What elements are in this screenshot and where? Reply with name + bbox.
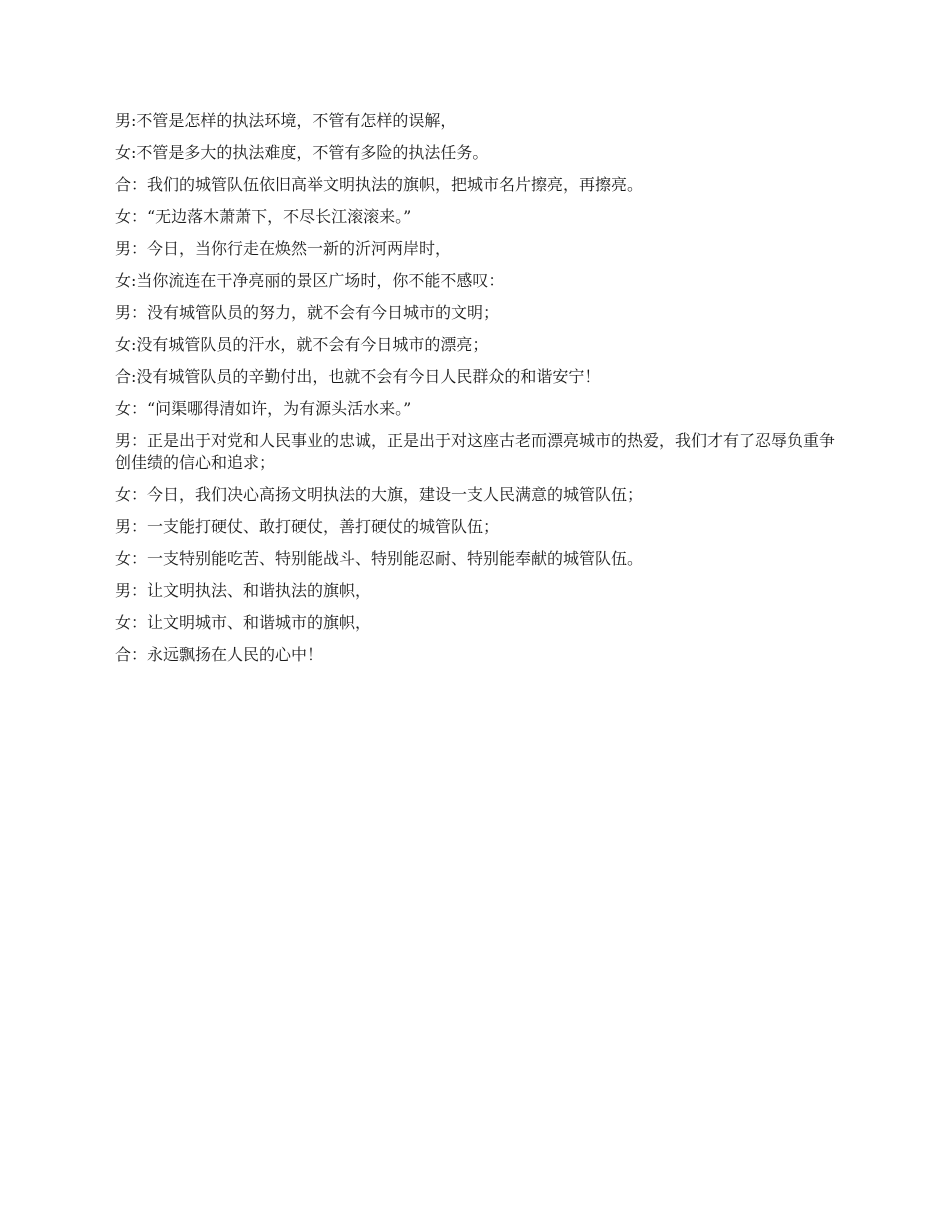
text-line: 男：正是出于对党和人民事业的忠诚，正是出于对这座古老而漂亮城市的热爱，我们才有了忍辱负重争创佳绩的信心和追求； [115,431,836,472]
text-line: 合：我们的城管队伍依旧高举文明执法的旗帜，把城市名片擦亮，再擦亮。 [115,175,644,194]
text-line: 女:没有城管队员的汗水，就不会有今日城市的漂亮； [115,335,489,354]
text-line: 女：让文明城市、和谐城市的旗帜， [115,613,372,632]
text-line: 男：没有城管队员的努力，就不会有今日城市的文明； [115,303,500,322]
text-line: 女：一支特别能吃苦、特别能战斗、特别能忍耐、特别能奉献的城管队伍。 [115,549,644,568]
text-line: 女:不管是多大的执法难度，不管有多险的执法任务。 [115,143,489,162]
text-line: 女:当你流连在干净亮丽的景区广场时，你不能不感叹： [115,271,505,290]
text-line: 男：今日，当你行走在焕然一新的沂河两岸时， [115,239,452,258]
text-line: 男:不管是怎样的执法环境，不管有怎样的误解， [115,111,457,130]
text-line: 女：“问渠哪得清如许，为有源头活水来。” [115,399,412,418]
text-line: 合：永远飘扬在人民的心中！ [115,645,324,664]
text-line: 男：一支能打硬仗、敢打硬仗，善打硬仗的城管队伍； [115,517,500,536]
text-line: 女：今日，我们决心高扬文明执法的大旗，建设一支人民满意的城管队伍； [115,485,644,504]
text-line: 男：让文明执法、和谐执法的旗帜， [115,581,372,600]
document-body [115,110,850,676]
text-line: 合:没有城管队员的辛勤付出，也就不会有今日人民群众的和谐安宁！ [115,367,601,386]
text-line: 女：“无边落木萧萧下，不尽长江滚滚来。” [115,207,412,226]
